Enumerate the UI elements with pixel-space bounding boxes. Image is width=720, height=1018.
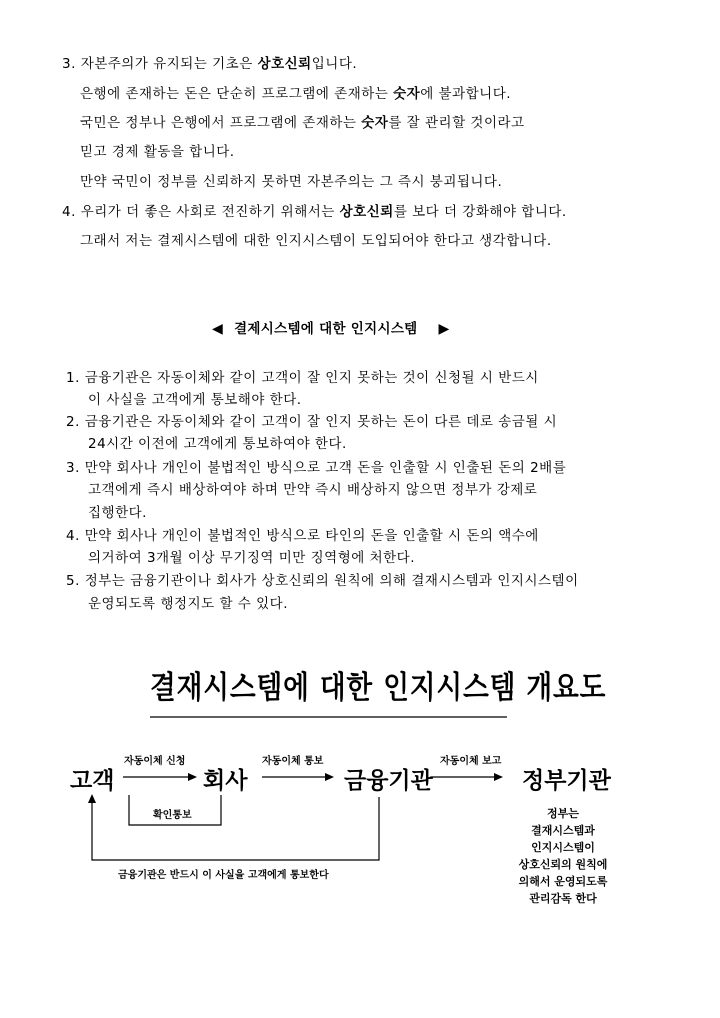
rule-2-line2: 24시간 이전에 고객에게 통보하여야 한다. — [88, 436, 347, 452]
rule-4-number: 4. — [66, 528, 80, 544]
rule-1-line1 — [66, 366, 539, 386]
section4-text: 우리가 더 좋은 사회로 전진하기 위해서는 — [80, 204, 340, 220]
rule-5-text: 정부는 금융기관이나 회사가 상호신뢰의 원칙에 의해 결재시스템과 인지시스템이 — [84, 573, 579, 589]
government-note-line: 관리감독 한다 — [529, 892, 597, 905]
rule-2-number: 2. — [66, 414, 80, 430]
rule-3-text: 만약 회사나 개인이 불법적인 방식으로 고객 돈을 인출할 시 인출된 돈의 2배를 — [84, 460, 567, 476]
section3-line3-end: 를 잘 관리할 것이라고 — [388, 115, 525, 131]
rule-5-number: 5. — [66, 573, 80, 589]
left-triangle-icon: ◀ — [212, 321, 224, 337]
arrow-head-2 — [325, 773, 334, 781]
rule-5-line1 — [66, 569, 579, 589]
heading-text: 결제시스템에 대한 인지시스템 — [234, 321, 418, 337]
label-auto-transfer-request: 자동이체 신청 — [124, 756, 186, 767]
section3-line3-text: 국민은 정부나 은행에서 프로그램에 존재하는 — [80, 115, 362, 131]
rule-1-number: 1. — [66, 370, 80, 386]
section4-line1 — [62, 200, 567, 220]
section3-text-end: 입니다. — [311, 56, 358, 72]
section-heading — [212, 317, 450, 337]
rule-2-text: 금융기관은 자동이체와 같이 고객이 잘 인지 못하는 돈이 다른 데로 송금될 시 — [84, 414, 558, 430]
section3-line2-text: 은행에 존재하는 돈은 단순히 프로그램에 존재하는 — [80, 86, 394, 102]
section4-number: 4. — [62, 204, 76, 220]
section3-line3-bold: 숫자 — [361, 115, 389, 131]
rule-3-number: 3. — [66, 460, 80, 476]
section3-line2 — [80, 82, 511, 102]
rule-1-text: 금융기관은 자동이체와 같이 고객이 잘 인지 못하는 것이 신청될 시 반드시 — [84, 370, 539, 386]
node-customer: 고객 — [70, 768, 115, 794]
rule-4-line1 — [66, 524, 539, 544]
section3-line3 — [80, 111, 525, 131]
loop-arrow-head — [88, 794, 96, 803]
node-bank: 금융기관 — [344, 768, 433, 794]
section4-line2: 그래서 저는 결제시스템에 대한 인지시스템이 도입되어야 한다고 생각합니다. — [80, 233, 552, 249]
section3-text: 자본주의가 유지되는 기초은 — [80, 56, 258, 72]
label-confirm-notice: 확인통보 — [153, 810, 192, 821]
rule-1-line2: 이 사실을 고객에게 통보해야 한다. — [88, 392, 302, 408]
government-note-line: 결재시스템과 — [531, 824, 595, 837]
rule-4-line2: 의거하여 3개월 이상 무기징역 미만 징역형에 처한다. — [88, 550, 415, 566]
government-note-line: 인지시스템이 — [531, 841, 595, 854]
label-auto-transfer-report: 자동이체 보고 — [440, 756, 502, 767]
node-government: 정부기관 — [522, 768, 611, 794]
government-note-line: 의해서 운영되도록 — [518, 875, 608, 888]
section3-line1 — [62, 52, 357, 72]
label-bank-must-notify: 금융기관은 반드시 이 사실을 고객에게 통보한다 — [118, 870, 329, 881]
section3-bold-term: 상호신뢰 — [257, 56, 312, 72]
arrow-head-3 — [494, 773, 503, 781]
government-note-line: 정부는 — [547, 807, 579, 820]
rule-4-text: 만약 회사나 개인이 불법적인 방식으로 타인의 돈을 인출할 시 돈의 액수에 — [84, 528, 539, 544]
rule-3-line3: 집행한다. — [88, 505, 147, 521]
section3-number: 3. — [62, 56, 76, 72]
section4-text-end: 를 보다 더 강화해야 합니다. — [393, 204, 567, 220]
overview-diagram — [0, 640, 720, 940]
diagram-title: 결재시스템에 대한 인지시스템 개요도 — [150, 670, 607, 706]
section4-bold-term: 상호신뢰 — [339, 204, 394, 220]
rule-3-line2: 고객에게 즉시 배상하여야 하며 만약 즉시 배상하지 않으면 정부가 강제로 — [88, 482, 538, 498]
rule-2-line1 — [66, 410, 557, 430]
section3-line2-end: 에 불과합니다. — [420, 86, 512, 102]
right-triangle-icon: ▶ — [438, 321, 450, 337]
government-note — [493, 805, 633, 907]
section3-line5: 만약 국민이 정부를 신뢰하지 못하면 자본주의는 그 즉시 붕괴됩니다. — [80, 174, 503, 190]
bank-notice-loop — [92, 797, 379, 860]
section3-line4: 믿고 경제 활동을 합니다. — [80, 144, 235, 160]
rule-5-line2: 운영되도록 행정지도 할 수 있다. — [88, 596, 288, 612]
government-note-line: 상호신뢰의 원칙에 — [518, 858, 608, 871]
rule-3-line1 — [66, 456, 566, 476]
label-auto-transfer-notice: 자동이체 통보 — [262, 756, 324, 767]
section3-line2-bold: 숫자 — [393, 86, 421, 102]
node-company: 회사 — [203, 768, 248, 794]
arrow-head-1 — [188, 773, 197, 781]
